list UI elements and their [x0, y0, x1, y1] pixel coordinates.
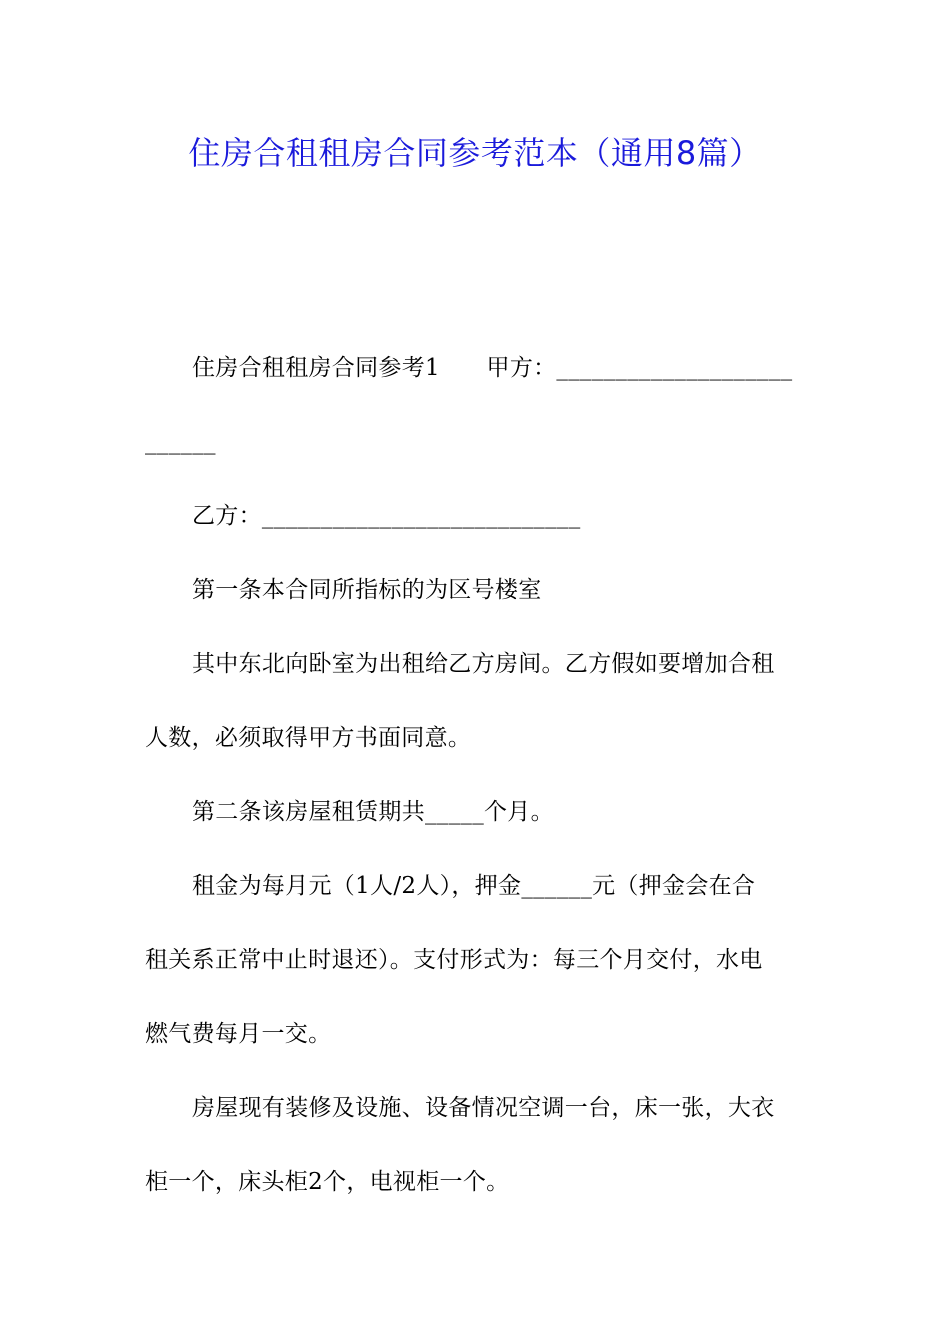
- document-body: [145, 331, 810, 1219]
- paragraph-line: 燃气费每月一交。: [145, 1021, 332, 1047]
- paragraph-rent-deposit: [145, 849, 810, 923]
- paragraph-continuation: [145, 997, 810, 1071]
- paragraph-line: 第二条该房屋租赁期共_____个月。: [192, 799, 554, 825]
- document-title: 住房合租租房合同参考范本（通用8篇）: [188, 134, 762, 172]
- paragraph-line: 第一条本合同所指标的为区号楼室: [192, 577, 542, 603]
- paragraph-line: 柜一个，床头柜2个，电视柜一个。: [145, 1169, 510, 1195]
- paragraph-line: 乙方：___________________________: [192, 503, 581, 529]
- paragraph-line: 住房合租租房合同参考1 甲方：____________________: [192, 355, 793, 381]
- paragraph-line: 房屋现有装修及设施、设备情况空调一台，床一张，大衣: [192, 1095, 775, 1121]
- paragraph-room-description: [145, 627, 810, 701]
- paragraph-facilities: [145, 1071, 810, 1145]
- paragraph-continuation: [145, 1145, 810, 1219]
- paragraph-article-2: [145, 775, 810, 849]
- paragraph-line: 租金为每月元（1人/2人），押金______元（押金会在合: [192, 873, 756, 899]
- paragraph-line: ______: [145, 429, 216, 455]
- paragraph-article-1: [145, 553, 810, 627]
- paragraph-reference-1-party-a: [145, 331, 810, 405]
- paragraph-line: 其中东北向卧室为出租给乙方房间。乙方假如要增加合租: [192, 651, 775, 677]
- paragraph-line: 租关系正常中止时退还）。支付形式为：每三个月交付，水电: [145, 947, 763, 973]
- paragraph-continuation: [145, 701, 810, 775]
- paragraph-continuation: [145, 923, 810, 997]
- paragraph-continuation: [145, 405, 810, 479]
- paragraph-party-b: [145, 479, 810, 553]
- paragraph-line: 人数，必须取得甲方书面同意。: [145, 725, 472, 751]
